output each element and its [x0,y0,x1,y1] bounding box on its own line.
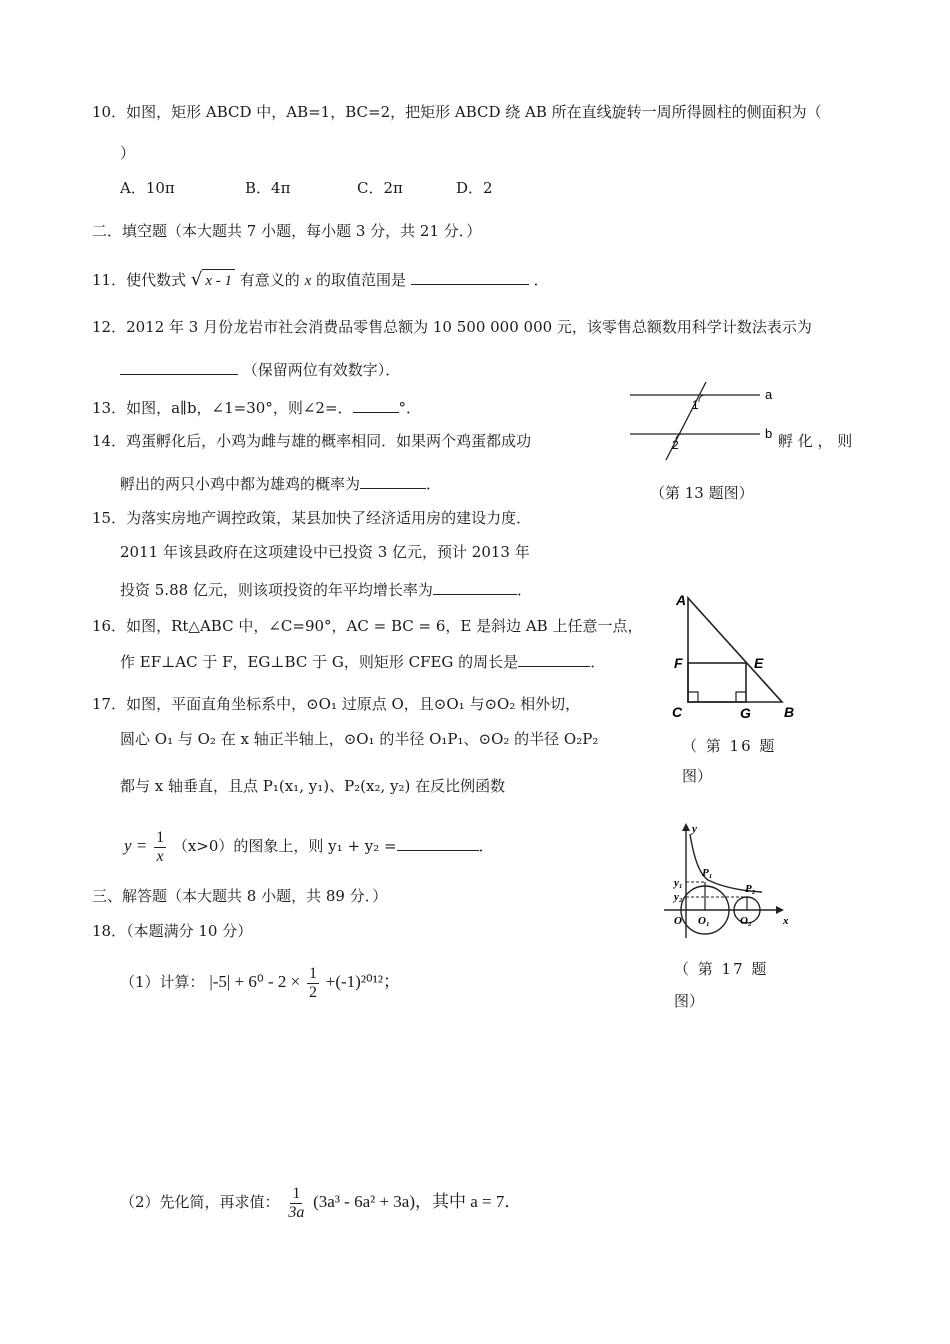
q10-option-c: C．2π [357,179,403,197]
q17-func-y: y = [124,836,148,855]
q18-p1-fraction [307,965,319,1002]
fig17-caption-2: 图） [674,992,705,1010]
q16-line2-text: 作 EF⊥AC 于 F，EG⊥BC 于 G，则矩形 CFEG 的周长是 [120,653,519,671]
q18-part2 [120,1180,521,1224]
fig17-y-arrow [682,823,690,831]
fig13-caption: （第 13 题图） [650,484,754,502]
fig17-label-y: y [692,823,697,835]
fig16-label-g: G [740,705,751,721]
q18-p1-label: （1）计算： [120,973,205,991]
q17-answer-blank[interactable] [397,834,479,851]
q16-line1: 16．如图，Rt△ABC 中，∠C=90°，AC = BC = 6，E 是斜边 AB 上任意一点， [92,617,643,635]
q13-answer-blank[interactable] [353,396,399,413]
q18-p2-expr: (3a³ - 6a² + 3a)，其中 a = 7． [313,1192,522,1211]
fig16-caption-1: （ 第 16 题 [682,737,777,755]
fig13-angle1-label: 1 [692,398,699,412]
q16-end: ． [590,653,606,671]
q10-option-d: D．2 [456,179,493,197]
q13-text: 13．如图，a∥b，∠1=30°，则∠2= [92,399,338,417]
q14-line1-tail: 孵 化 ， 则 [778,432,853,450]
q16-answer-blank[interactable] [518,650,590,667]
q14-answer-blank[interactable] [360,472,426,489]
fig16-label-b: B [784,704,795,720]
q15-line1: 15．为落实房地产调控政策，某县加快了经济适用房的建设力度． [92,509,532,527]
fig17-label-p2: P₂ [745,883,756,895]
fig16-triangle [688,598,782,702]
fig16-label-c: C [672,704,683,720]
fig13-angle2-label: 2 [672,438,679,452]
q11-end: ． [533,271,549,289]
q17-fraction [154,829,166,866]
q15-answer-blank[interactable] [433,578,517,595]
q17-line3: 都与 x 轴垂直，且点 P₁(x₁, y₁)、P₂(x₂, y₂) 在反比例函数 [120,777,506,795]
q17-frac-num: 1 [156,828,165,846]
q12-line1: 12．2012 年 3 月份龙岩市社会消费品零售总额为 10 500 000 000 元，该零售总额数用科学计数法表示为 [92,318,812,336]
fig16-caption-2: 图） [682,767,713,785]
q17-line1: 17．如图，平面直角坐标系中，⊙O₁ 过原点 O，且⊙O₁ 与⊙O₂ 相外切， [92,695,581,713]
q12-line2-text: （保留两位有效数字）． [242,361,401,379]
q18-header: 18．（本题满分 10 分） [92,922,253,940]
q10-option-b: B．4π [245,179,291,197]
q10-option-a: A．10π [120,179,175,197]
q13-dot: ． [337,399,353,417]
figure-17 [650,820,800,945]
q12-line2 [120,358,400,381]
q14-line2 [120,472,441,495]
q18-p2-den: 3a [288,1203,305,1221]
fig13-label-b: b [765,426,773,441]
q15-line3-text: 投资 5.88 亿元，则该项投资的年平均增长率为 [120,581,433,599]
q17-end: ． [478,837,494,855]
fig17-label-y2: y₂ [674,891,683,903]
q10-line1: 10．如图，矩形 ABCD 中，AB=1，BC=2，把矩形 ABCD 绕 AB 所在直线旋转一周所得圆柱的侧面积为（ [92,103,822,121]
fig17-label-y1: y₁ [674,877,683,889]
fig17-caption-1: （ 第 17 题 [674,960,769,978]
q11-var: x [304,273,312,289]
q17-line4-text: （x>0）的图象上，则 y₁ + y₂ = [172,837,397,855]
section2-heading: 二．填空题（本大题共 7 小题，每小题 3 分，共 21 分．） [92,222,482,240]
q18-p2-label: （2）先化简，再求值： [120,1193,280,1211]
q18-p2-fraction [286,1185,306,1222]
fig17-label-p1: P₁ [702,867,713,879]
q10-line2: ） [120,144,136,162]
q18-p1-num: 1 [308,964,317,982]
q17-frac-den: x [156,847,164,865]
q16-line2 [120,650,605,673]
fig16-label-f: F [674,655,683,671]
section3-heading: 三、解答题（本大题共 8 小题，共 89 分．） [92,887,388,905]
fig17-x-arrow [776,906,784,914]
fig13-label-a: a [765,387,773,402]
q11-mid: 有意义的 [239,271,300,289]
q18-part1 [120,960,400,1004]
q14-line2-text: 孵出的两只小鸡中都为雄鸡的概率为 [120,475,361,493]
q15-line3 [120,578,532,601]
q11-prefix: 11．使代数式 [92,271,187,289]
q13 [92,396,421,419]
fig16-right-angle-g [736,692,746,702]
fig16-rectangle [688,663,746,702]
q18-p1-expr-a: |-5| + 6⁰ - 2 × [209,972,301,991]
q14-end: ． [426,475,442,493]
figure-16 [666,588,806,722]
fig16-label-e: E [754,655,764,671]
q11-radicand: x - 1 [202,269,235,292]
q13-unit: °． [398,399,422,417]
fig17-label-o: O [674,915,682,927]
fig16-right-angle-c [688,692,698,702]
figure-13 [620,382,780,464]
fig13-angle1-arc [699,395,705,402]
q11-answer-blank[interactable] [411,268,529,285]
q18-p1-den: 2 [308,983,317,1001]
fig17-label-x: x [783,915,789,927]
fig17-label-o2: O₂ [740,915,752,927]
fig16-label-a: A [676,592,687,608]
q15-end: ． [516,581,532,599]
q18-p1-expr-b: +(-1)²⁰¹²； [325,972,400,991]
q12-answer-blank[interactable] [120,358,238,375]
q11-suffix: 的取值范围是 [316,271,407,289]
q18-p2-num: 1 [292,1184,301,1202]
q11: 11．使代数式 √ x - 1 有意义的 x 的取值范围是 ． [92,269,549,290]
q17-line4 [124,826,494,866]
q14-line1: 14．鸡蛋孵化后，小鸡为雌与雄的概率相同．如果两个鸡蛋都成功 [92,432,532,450]
q17-line2: 圆心 O₁ 与 O₂ 在 x 轴正半轴上，⊙O₁ 的半径 O₁P₁、⊙O₂ 的半径 O₂P₂ [120,730,599,748]
fig17-label-o1: O₁ [698,915,710,927]
q15-line2: 2011 年该县政府在这项建设中已投资 3 亿元，预计 2013 年 [120,543,530,561]
